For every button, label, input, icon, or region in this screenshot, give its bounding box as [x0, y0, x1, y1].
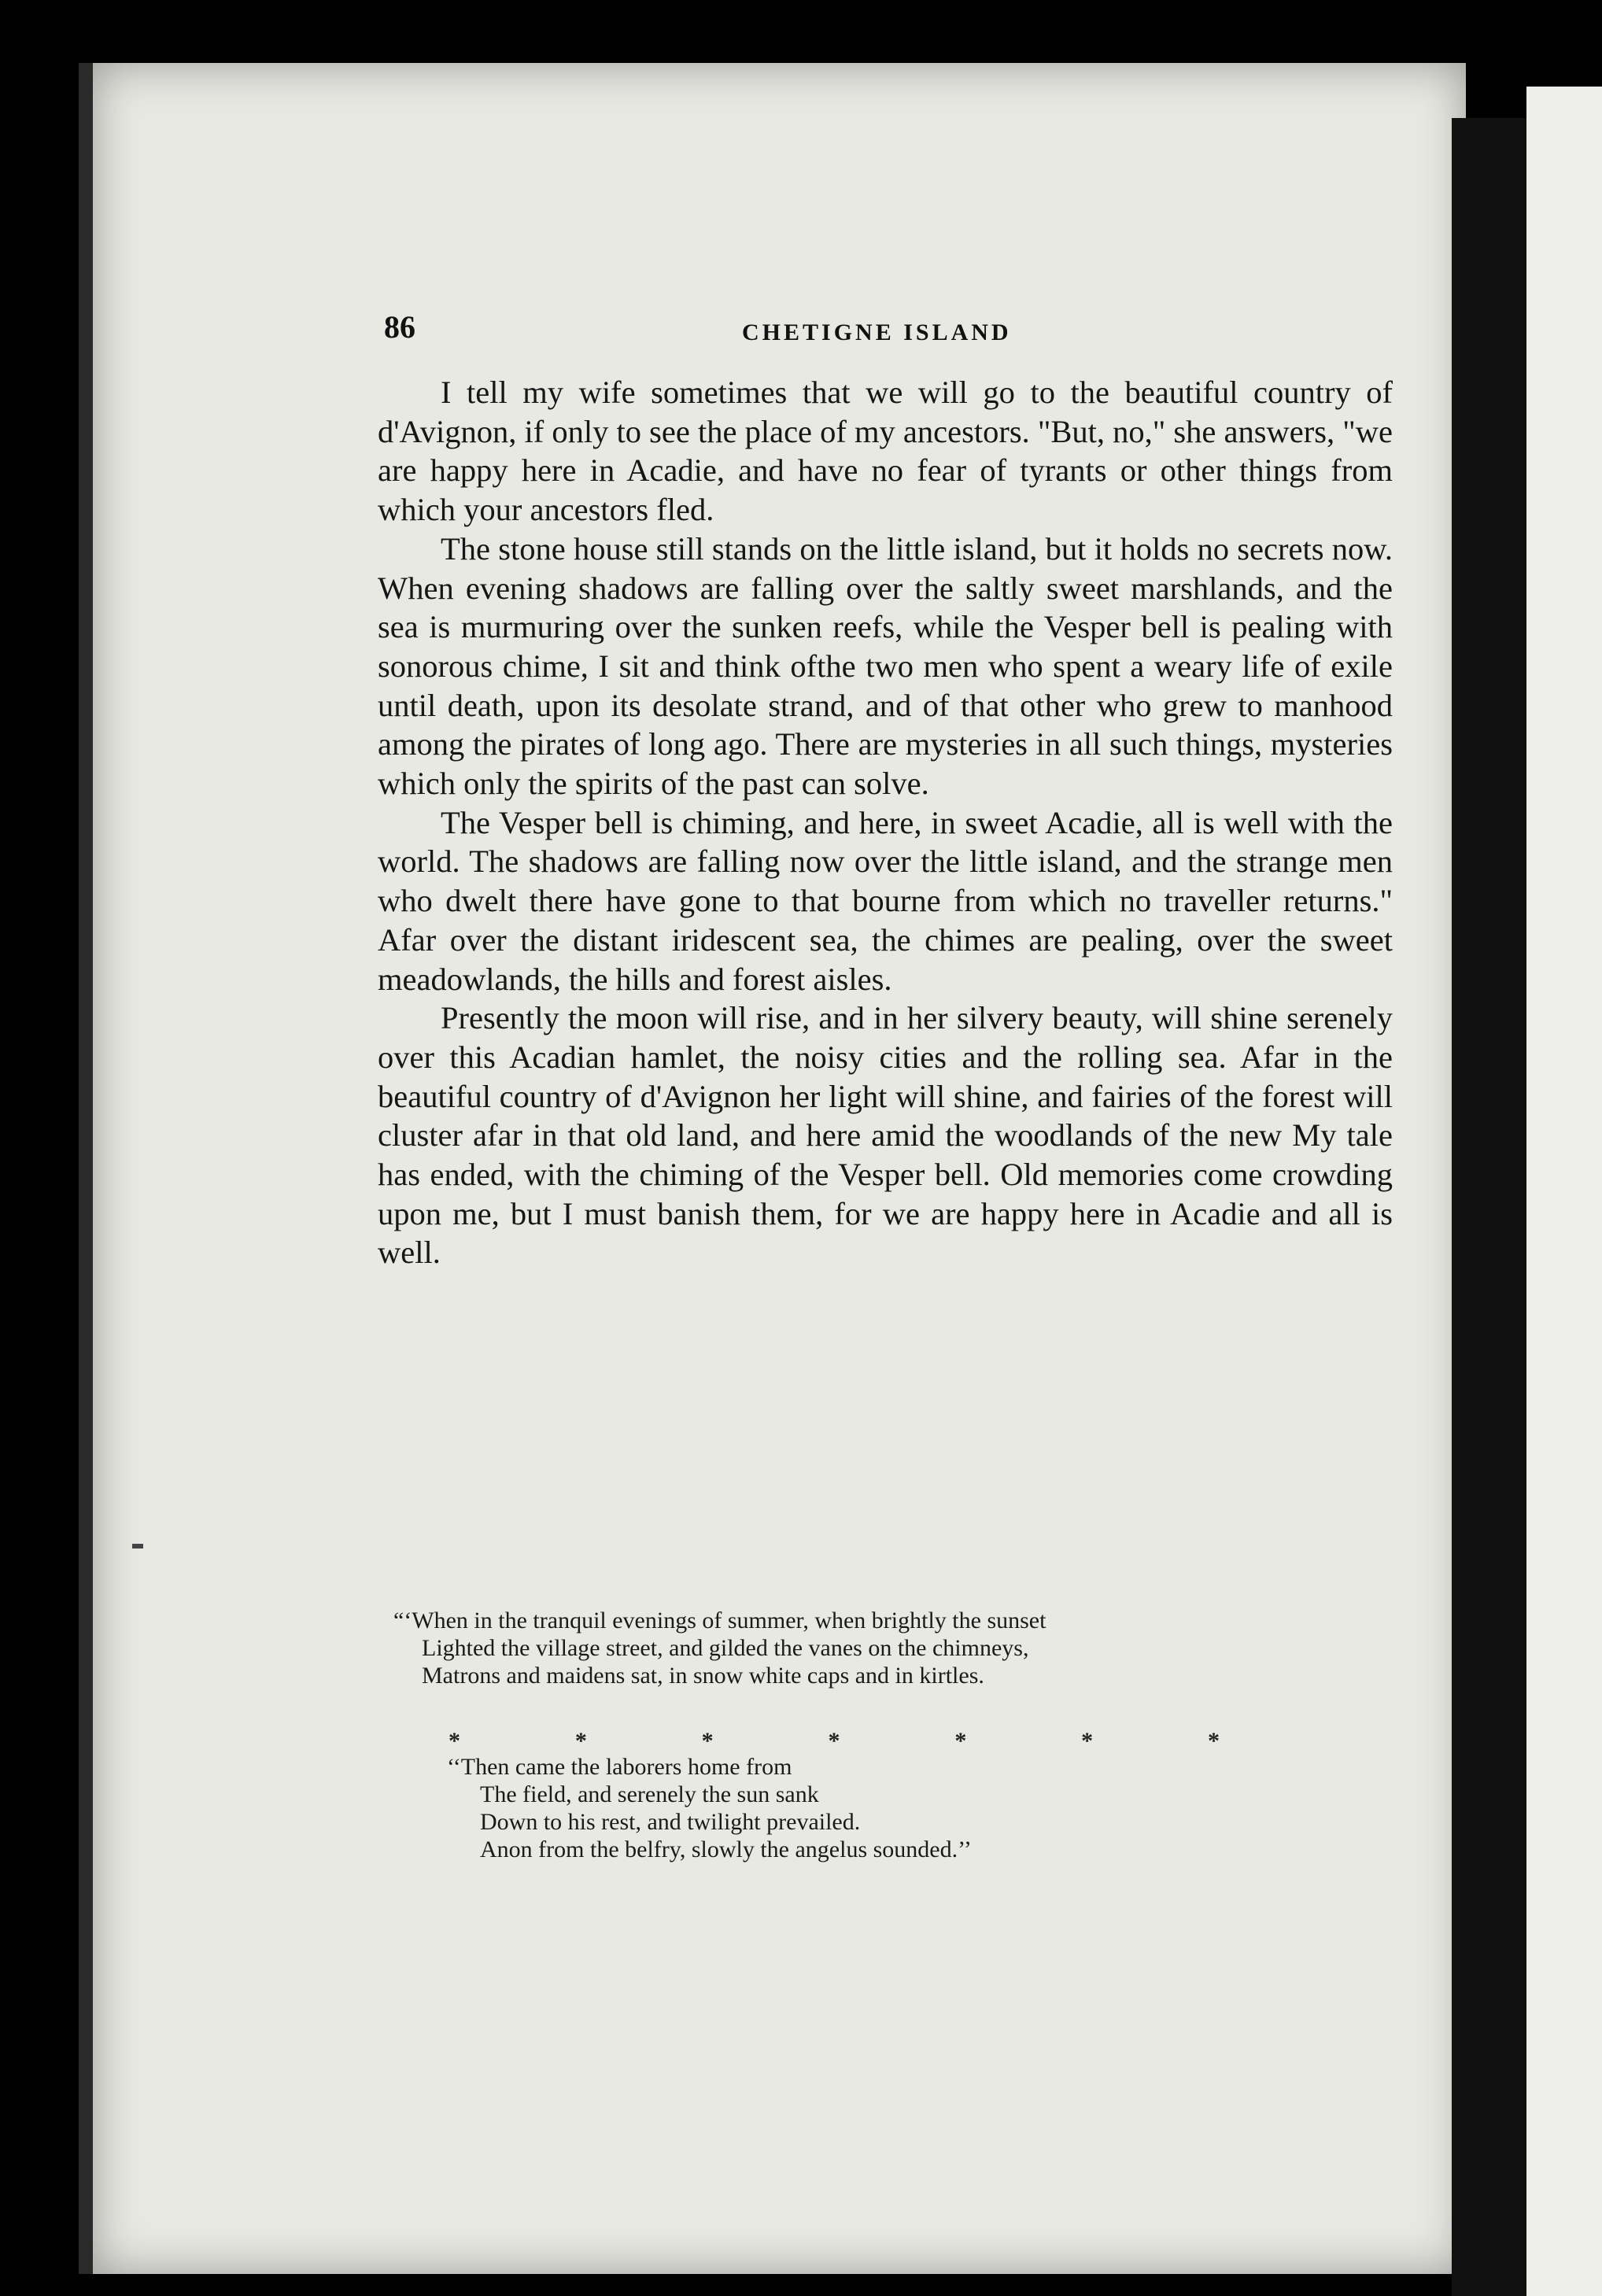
body-text — [378, 373, 1393, 1272]
quote-line: Lighted the village street, and gilded the vanes on the chimneys, — [422, 1635, 1029, 1661]
edge-mark — [132, 1544, 143, 1549]
quote-line: Matrons and maidens sat, in snow white caps and in kirtles. — [422, 1663, 984, 1689]
asterisk: * — [701, 1728, 714, 1754]
paragraph: The stone house still stands on the little island, but it holds no secrets now. When evening shadows are falling over the saltly sweet marshlands, and the sea is murmuring over the sunken reefs, while the Vesper bell is pealing with sonorous chime, I sit and think ofthe two men who spent a weary life of exile until death, upon its desolate strand, and of that other who grew to manhood among the pirates of long ago. There are mysteries in all such things, mysteries which only the spirits of the past can solve. — [378, 530, 1393, 802]
page-header — [384, 308, 1383, 356]
page-gutter — [1452, 118, 1526, 2296]
page-number: 86 — [384, 309, 415, 345]
asterisk: * — [828, 1728, 840, 1754]
poem-quote-2 — [447, 1753, 1312, 1863]
asterisk: * — [954, 1728, 967, 1754]
asterisk: * — [448, 1728, 460, 1754]
paragraph: The Vesper bell is chiming, and here, in sweet Acadie, all is well with the world. The shadows are falling now over the little island, and the strange men who dwelt there have gone to that bourne from which no traveller returns." Afar over the distant iridescent sea, the chimes are pealing, over the sweet meadowlands, the hills and forest aisles. — [378, 804, 1393, 997]
quote-line: ‘‘Then came the laborers home from — [447, 1754, 792, 1780]
paragraph: I tell my wife sometimes that we will go to the beautiful country of d'Avignon, if only to see the place of my ancestors. "But, no," she answers, "we are happy here in Acadie, and have no fear of tyrants or other things from which your ancestors fled. — [378, 375, 1393, 528]
asterisk: * — [574, 1728, 587, 1754]
quote-line: Anon from the belfry, slowly the angelus sounded.’’ — [480, 1836, 972, 1862]
quote-line: “‘When in the tranquil evenings of summer, when brightly the sunset — [393, 1608, 1046, 1633]
asterisk: * — [1207, 1728, 1220, 1754]
facing-page-edge — [1526, 87, 1602, 2296]
running-title: CHETIGNE ISLAND — [742, 319, 1012, 345]
quote-line: Down to his rest, and twilight prevailed. — [480, 1809, 861, 1835]
asterisk: * — [1081, 1728, 1094, 1754]
quote-line: The field, and serenely the sun sank — [480, 1781, 819, 1807]
asterisk-separator — [448, 1728, 1220, 1755]
poem-quote-1 — [393, 1607, 1385, 1689]
paragraph: Presently the moon will rise, and in her silvery beauty, will shine serenely over this Acadian hamlet, the noisy cities and the rolling sea. Afar in the beautiful country of d'Avignon her light will shine, and fairies of the forest will cluster afar in that old land, and here amid the woodlands of the new My tale has ended, with the chiming of the Vesper bell. Old memories come crowding upon me, but I must banish them, for we are happy here in Acadie and all is well. — [378, 1000, 1393, 1271]
